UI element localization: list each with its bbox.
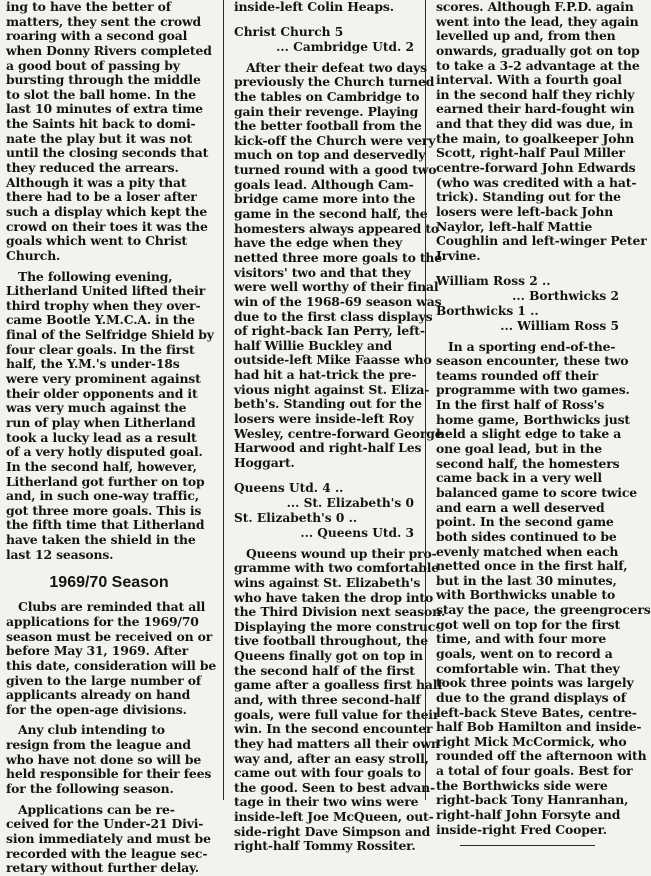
article-text-line: got well on top for the first — [436, 616, 621, 632]
article-text-line: the second half of the first — [234, 662, 415, 678]
article-text — [0, 0, 218, 264]
article-text-line: ing to have the better of — [6, 0, 171, 14]
article-text-line: last 12 seasons. — [6, 546, 114, 562]
article-text-line: outside-left Mike Faasse who — [234, 352, 432, 368]
article-text-line: this date, consideration will be — [6, 657, 217, 673]
article-text-line: Clubs are reminded that all — [18, 599, 206, 615]
article-text-line: of right-back Ian Perry, left- — [234, 323, 425, 339]
article-text-line: vious night against St. Eliza- — [234, 381, 430, 397]
article-text-line: a good bout of passing by — [6, 57, 180, 73]
section-heading: 1969/70 Season — [49, 574, 169, 592]
article-text-line: inside-right Fred Cooper. — [436, 821, 607, 837]
article-text-line: netted three more goals to the — [234, 249, 443, 265]
article-text-line: the Saints hit back to domi- — [6, 116, 196, 132]
article-text-line: In a sporting end-of-the- — [448, 338, 616, 354]
article-text-line: and earn a well deserved — [436, 499, 605, 515]
article-text-line: The following evening, — [18, 268, 173, 284]
column-rule — [223, 0, 224, 800]
article-text-line: homesters always appeared to — [234, 220, 440, 236]
match-result-away: ... William Ross 5 — [500, 318, 619, 333]
article-text-line: earned their hard-fought win — [436, 101, 635, 117]
article-text-line: the fifth time that Litherland — [6, 517, 205, 533]
article-text-line: matters, they sent the crowd — [6, 13, 202, 29]
article-text-line: inside-left Colin Heaps. — [234, 0, 394, 14]
article-text-line: right-back Tony Hanranhan, — [436, 792, 629, 808]
article-text-line: netted once in the first half, — [436, 558, 628, 574]
article-text-line: roaring with a second goal — [6, 28, 188, 44]
article-text-line: who have not done so will be — [6, 751, 202, 767]
article-text-line: Applications can be re- — [18, 801, 175, 817]
article-text-line: Church. — [6, 247, 61, 263]
article-text-line: tage in their two wins were — [234, 794, 419, 810]
article-text-line: the good. Seen to best advan- — [234, 779, 436, 795]
article-text-line: and, in such one-way traffic, — [6, 488, 199, 504]
article-text-line: balanced game to score twice — [436, 484, 637, 500]
article-text-line: held responsible for their fees — [6, 766, 212, 782]
article-text-line: in the second half they richly — [436, 86, 635, 102]
article-text-line: the main, to goalkeeper John — [436, 130, 635, 146]
match-result-away: ... Queens Utd. 3 — [300, 525, 414, 540]
match-result-away: ... Cambridge Utd. 2 — [276, 39, 414, 54]
article-text-line: held a slight edge to take a — [436, 426, 622, 442]
article-text-line: nate the play but it was not — [6, 130, 193, 146]
article-text-line: levelled up and, from then — [436, 28, 616, 44]
article-text-line: Scott, right-half Paul Miller — [436, 145, 625, 161]
article-text-line: centre-forward John Edwards — [436, 160, 636, 176]
article-text-line: due to the first class displays — [234, 308, 433, 324]
article-text-line: the Borthwicks side were — [436, 777, 608, 793]
article-text-line: came Bootle Y.M.C.A. in the — [6, 312, 195, 328]
article-text-line: ceived for the Under-21 Divi- — [6, 816, 204, 832]
article-text-line: rounded off the afternoon with — [436, 748, 647, 764]
article-text-line: before May 31, 1969. After — [6, 643, 189, 659]
article-text-line: who have taken the drop into — [234, 589, 434, 605]
column-middle — [228, 0, 446, 854]
article-text-line: win. In the second encounter — [234, 721, 433, 737]
article-text-line: Litherland United lifted their — [6, 283, 206, 299]
article-text-line: Harwood and right-half Les — [234, 440, 422, 456]
article-text-line: trick). Standing out for the — [436, 189, 621, 205]
article-text-line: previously the Church turned — [234, 74, 435, 90]
article-text-line: for the open-age divisions. — [6, 701, 187, 717]
column-left — [0, 0, 218, 876]
article-text-line: bursting through the middle — [6, 72, 201, 88]
article-text-line: gain their revenge. Playing — [234, 103, 419, 119]
article-text-line: was very much against the — [6, 400, 187, 416]
article-text-line: programme with two games. — [436, 382, 630, 398]
article-text-line: took three points was largely — [436, 675, 634, 691]
article-text-line: (who was credited with a hat- — [436, 174, 637, 190]
article-text-line: game after a goalless first half — [234, 677, 443, 693]
article-text-line: kick-off the Church were very — [234, 132, 436, 148]
article-text-line: have the edge when they — [234, 235, 403, 251]
article-text-line: game in the second half, the — [234, 206, 428, 222]
article-text-line: got three more goals. This is — [6, 502, 202, 518]
article-text-line: right-half Tommy Rossiter. — [234, 838, 416, 854]
article-text-line: final of the Selfridge Shield by — [6, 327, 214, 343]
article-text-line: beth's. Standing out for the — [234, 396, 422, 412]
article-text — [0, 270, 218, 563]
article-text-line: and that they did was due, in — [436, 116, 633, 132]
article-text-line: given to the large number of — [6, 672, 202, 688]
article-text-line: win of the 1968-69 season was — [234, 293, 442, 309]
article-text-line: until the closing seconds that — [6, 145, 209, 161]
article-text — [228, 545, 446, 854]
article-text-line: both sides continued to be — [436, 528, 617, 544]
article-text-line: goals, were full value for their — [234, 706, 440, 722]
article-text-line: due to the grand displays of — [436, 689, 626, 705]
article-text — [0, 723, 218, 796]
article-text-line: gramme with two comfortable — [234, 560, 440, 576]
article-text-line: half, the Y.M.'s under-18s — [6, 356, 180, 372]
article-text-line: wins against St. Elizabeth's — [234, 574, 421, 590]
article-text-line: applicants already on hand — [6, 687, 191, 703]
column-right — [430, 0, 651, 837]
article-text-line: Hoggart. — [234, 454, 295, 470]
match-result-away: ... St. Elizabeth's 0 — [286, 495, 414, 510]
article-text-line: interval. With a fourth goal — [436, 72, 622, 88]
article-text-line: half Bob Hamilton and inside- — [436, 719, 642, 735]
article-text — [430, 0, 647, 264]
article-text-line: came back in a very well — [436, 470, 602, 486]
article-text-line: when Donny Rivers completed — [6, 42, 212, 58]
article-text-line: Coughlin and left-winger Peter — [436, 233, 647, 249]
article-text-line: recorded with the league sec- — [6, 845, 208, 861]
article-text-line: they reduced the arrears. — [6, 160, 179, 176]
article-text-line: goals, went on to record a — [436, 645, 613, 661]
article-text-line: have taken the shield in the — [6, 532, 196, 548]
article-text-line: Queens wound up their pro- — [246, 545, 437, 561]
article-text-line: visitors' two and that they — [234, 264, 411, 280]
article-text-line: point. In the second game — [436, 514, 614, 530]
article-text-line: four clear goals. In the first — [6, 341, 195, 357]
article-text-line: their older opponents and it — [6, 385, 198, 401]
article-text-line: right Mick McCormick, who — [436, 733, 627, 749]
article-text-line: inside-left Joe McQueen, out- — [234, 809, 434, 825]
article-text-line: with Borthwicks unable to — [436, 587, 616, 603]
article-text-line: goals lead. Although Cam- — [234, 176, 414, 192]
article-text-line: side-right Dave Simpson and — [234, 823, 431, 839]
article-text-line: came out with four goals to — [234, 765, 421, 781]
article-text-line: In the second half, however, — [6, 458, 197, 474]
article-text-line: resign from the league and — [6, 737, 191, 753]
article-text-line: After their defeat two days — [246, 59, 427, 75]
article-text-line: Any club intending to — [18, 722, 165, 738]
article-text-line: second half, the homesters — [436, 455, 620, 471]
article-text-line: to take a 3-2 advantage at the — [436, 57, 640, 73]
article-text-line: applications for the 1969/70 — [6, 613, 199, 629]
article-text-line: onwards, gradually got on top — [436, 42, 640, 58]
article-text-line: crowd on their toes it was the — [6, 218, 208, 234]
article-text-line: went into the lead, they again — [436, 13, 639, 29]
article-text-line: third trophy when they over- — [6, 297, 201, 313]
match-result-home: William Ross 2 .. — [436, 273, 551, 288]
article-text-line: right-half John Forsyte and — [436, 807, 621, 823]
article-text-line: half Willie Buckley and — [234, 337, 393, 353]
article-text-line: goals which went to Christ — [6, 233, 188, 249]
article-text-line: were very prominent against — [6, 371, 201, 387]
article-text-line: the tables on Cambridge to — [234, 88, 420, 104]
article-text-line: losers were left-back John — [436, 203, 614, 219]
article-text-line: season encounter, these two — [436, 353, 629, 369]
article-text-line: evenly matched when each — [436, 543, 619, 559]
article-text-line: to slot the ball home. In the — [6, 86, 196, 102]
article-text-line: Wesley, centre-forward George — [234, 425, 443, 441]
article-text-line: Although it was a pity that — [6, 174, 187, 190]
article-text-line: there had to be a loser after — [6, 189, 197, 205]
article-text-line: had hit a hat-trick the pre- — [234, 367, 417, 383]
article-text-line: were well worthy of their final — [234, 279, 439, 295]
article-text-line: for the following season. — [6, 781, 174, 797]
article-text-line: In the first half of Ross's — [436, 397, 605, 413]
article-text-line: scores. Although F.P.D. again — [436, 0, 634, 14]
article-text-line: Naylor, left-half Mattie — [436, 218, 593, 234]
match-result-home: Queens Utd. 4 .. — [234, 480, 344, 495]
article-text-line: losers were inside-left Roy — [234, 411, 414, 427]
article-text-line: comfortable win. That they — [436, 660, 620, 676]
article-text-line: Displaying the more construc- — [234, 618, 441, 634]
article-text-line: and, with three second-half — [234, 691, 421, 707]
article-text-line: of a very hotly disputed goal. — [6, 444, 203, 460]
article-text-line: home game, Borthwicks just — [436, 411, 630, 427]
article-text — [430, 338, 651, 838]
article-text-line: Litherland got further on top — [6, 473, 205, 489]
article-text — [0, 803, 218, 876]
article-text-line: left-back Steve Bates, centre- — [436, 704, 637, 720]
article-text-line: Irvine. — [436, 247, 481, 263]
article-text-line: the Third Division next season. — [234, 604, 446, 620]
article-text-line: season must be received on or — [6, 628, 213, 644]
article-text-line: stay the pace, the greengrocers — [436, 602, 651, 618]
article-text-line: the better football from the — [234, 118, 422, 134]
match-result-away: ... Borthwicks 2 — [512, 288, 619, 303]
article-text — [228, 59, 443, 471]
end-rule — [460, 845, 595, 846]
article-text-line: run of play when Litherland — [6, 414, 196, 430]
article-text-line: retary without further delay. — [6, 860, 199, 876]
article-text-line: a total of four goals. Best for — [436, 763, 633, 779]
article-text — [0, 600, 218, 717]
article-text-line: last 10 minutes of extra time — [6, 101, 203, 117]
article-text-line: tive football throughout, the — [234, 633, 428, 649]
article-text-line: such a display which kept the — [6, 203, 208, 219]
article-text-line: one goal lead, but in the — [436, 441, 602, 457]
article-text-line: sion immediately and must be — [6, 830, 211, 846]
match-result-home: St. Elizabeth's 0 .. — [234, 510, 358, 525]
article-text-line: teams rounded off their — [436, 367, 599, 383]
article-text-line: time, and with four more — [436, 631, 607, 647]
article-text-line: much on top and deservedly — [234, 147, 426, 163]
article-text-line: Queens finally got on top in — [234, 648, 423, 664]
article-text-line: way and, after an easy stroll, — [234, 750, 429, 766]
match-result-home: Christ Church 5 — [234, 24, 344, 39]
article-text-line: took a lucky lead as a result — [6, 429, 197, 445]
article-text-line: bridge came more into the — [234, 191, 416, 207]
article-text-line: turned round with a good two — [234, 162, 437, 178]
match-result-home: Borthwicks 1 .. — [436, 303, 539, 318]
article-text-line: but in the last 30 minutes, — [436, 572, 617, 588]
article-text-line: they had matters all their own — [234, 735, 440, 751]
